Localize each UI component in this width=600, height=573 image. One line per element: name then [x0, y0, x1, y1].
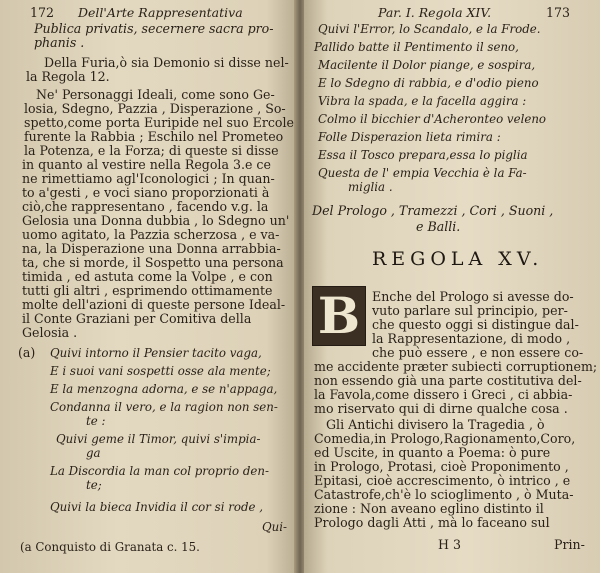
text-line: furente la Rabbia ; Eschilo nel Prometeo — [24, 129, 284, 144]
body-line: la Rappresentazione, di modo , — [372, 331, 571, 346]
poem-line: Condanna il vero, e la ragion non sen- — [50, 400, 278, 414]
poem-line: Quivi intorno il Pensier tacito vaga, — [50, 346, 262, 360]
body-line: Gli Antichi divisero la Tragedia , ò — [326, 417, 545, 432]
poem-line: Quivi l'Error, lo Scandalo, e la Frode. — [318, 22, 541, 36]
poem-line: Folle Disperazion lieta rimira : — [318, 130, 501, 144]
poem-marker: (a) — [18, 345, 36, 360]
text-line: Ne' Personaggi Ideali, come sono Ge- — [36, 87, 275, 102]
poem-line: E i suoi vani sospetti osse ala mente; — [50, 364, 271, 378]
running-head-right: Par. I. Regola XIV. — [378, 5, 492, 20]
left-page — [0, 0, 296, 573]
text-line: tutti gli altri , esprimendo ottimamente — [22, 283, 273, 298]
text-line: spetto,come porta Euripide nel suo Ercole — [24, 115, 294, 130]
text-line: ta, che si morde, il Sospetto una persona — [22, 255, 284, 270]
text-line: molte dell'azioni di queste persone Ideal- — [22, 297, 286, 312]
text-line: phanis . — [34, 35, 85, 50]
body-line: Epitasi, cioè accrescimento, ò intrico , e — [314, 473, 571, 488]
body-line: Comedia,in Prologo,Ragionamento,Coro, — [314, 431, 576, 446]
poem-line: miglia . — [348, 180, 393, 194]
poem-line: La Discordia la man col proprio den- — [50, 464, 269, 478]
poem-line: Essa il Tosco prepara,essa lo piglia — [318, 148, 528, 162]
poem-line: Questa de l' empia Vecchia è la Fa- — [318, 166, 527, 180]
signature-mark: H 3 — [438, 537, 461, 552]
body-line: che questo oggi si distingue dal- — [372, 317, 579, 332]
poem-line: Quivi geme il Timor, quivi s'impia- — [56, 432, 261, 446]
text-line: to a'gesti , e voci siano proporzionati à — [22, 185, 270, 200]
page-number-left: 172 — [30, 5, 55, 20]
body-line: Prologo dagli Atti , mà lo faceano sul — [314, 515, 550, 530]
poem-line: Pallido batte il Pentimento il seno, — [314, 40, 519, 54]
catchword-right: Prin- — [554, 537, 585, 552]
body-line: ed Uscite, in quanto a Poema: ò pure — [314, 445, 551, 460]
text-line: na, la Disperazione una Donna arrabbia- — [22, 241, 281, 256]
poem-line: Vibra la spada, e la facella aggira : — [318, 94, 527, 108]
body-line: che può essere , e non essere co- — [372, 345, 584, 360]
text-line: timida , ed astuta come la Volpe , e con — [22, 269, 273, 284]
drop-cap: B — [312, 286, 366, 346]
text-line: losia, Sdegno, Pazzia , Disperazione , So- — [24, 101, 286, 116]
body-line: me accidente præter subiecti corruptionem; — [314, 359, 598, 374]
text-line: il Conte Graziani per Comitiva della — [22, 311, 252, 326]
body-line: Catastrofe,ch'è lo scioglimento , ò Muta- — [314, 487, 574, 502]
body-line: mo riservato qui di dirne qualche cosa . — [314, 401, 568, 416]
section-heading-line2: e Balli. — [416, 219, 461, 234]
poem-line: E lo Sdegno di rabbia, e d'odio pieno — [318, 76, 539, 90]
catchword-left: Qui- — [262, 520, 288, 534]
body-line: Enche del Prologo si avesse do- — [372, 289, 574, 304]
poem-line: te : — [86, 414, 106, 428]
rule-title: REGOLA XV. — [372, 248, 544, 270]
poem-line: Macilente il Dolor piange, e sospira, — [318, 58, 536, 72]
text-line: Gelosia . — [22, 325, 78, 340]
text-line: la Potenza, e la Forza; di queste si disse — [24, 143, 279, 158]
text-line: Gelosia una Donna dubbia , lo Sdegno un' — [22, 213, 290, 228]
text-line: in quanto al vestire nella Regola 3.e ce — [22, 157, 271, 172]
text-line: Publica privatis, secernere sacra pro- — [34, 21, 274, 36]
poem-line: Colmo il bicchier d'Acheronteo veleno — [318, 112, 547, 126]
body-line: in Prologo, Protasi, cioè Proponimento , — [314, 459, 569, 474]
section-heading: Del Prologo , Tramezzi , Cori , Suoni , — [312, 203, 554, 218]
text-line: Della Furia,ò sia Demonio si disse nel- — [44, 55, 289, 70]
text-line: ne rimettiamo agl'Iconologici ; In quan- — [22, 171, 275, 186]
poem-line: te; — [86, 478, 102, 492]
body-line: non essendo già una parte costitutiva del- — [314, 373, 582, 388]
body-line: zione : Non aveano eglino distinto il — [314, 501, 544, 516]
text-line: uomo agitato, la Pazzia scherzosa , e va- — [22, 227, 280, 242]
body-line: la Favola,come dissero i Greci , ci abbia- — [314, 387, 573, 402]
running-head-left: Dell'Arte Rappresentativa — [78, 5, 243, 20]
footnote: (a Conquisto di Granata c. 15. — [20, 540, 200, 554]
body-line: vuto parlare sul principio, per- — [372, 303, 568, 318]
poem-line: ga — [86, 446, 101, 460]
poem-line: Quivi la bieca Invidia il cor si rode , — [50, 500, 264, 514]
text-line: la Regola 12. — [26, 69, 110, 84]
poem-line: E la menzogna adorna, e se n'appaga, — [50, 382, 278, 396]
right-page — [304, 0, 600, 573]
text-line: ciò,che rappresentano , facendo v.g. la — [22, 199, 269, 214]
page-number-right: 173 — [546, 5, 571, 20]
